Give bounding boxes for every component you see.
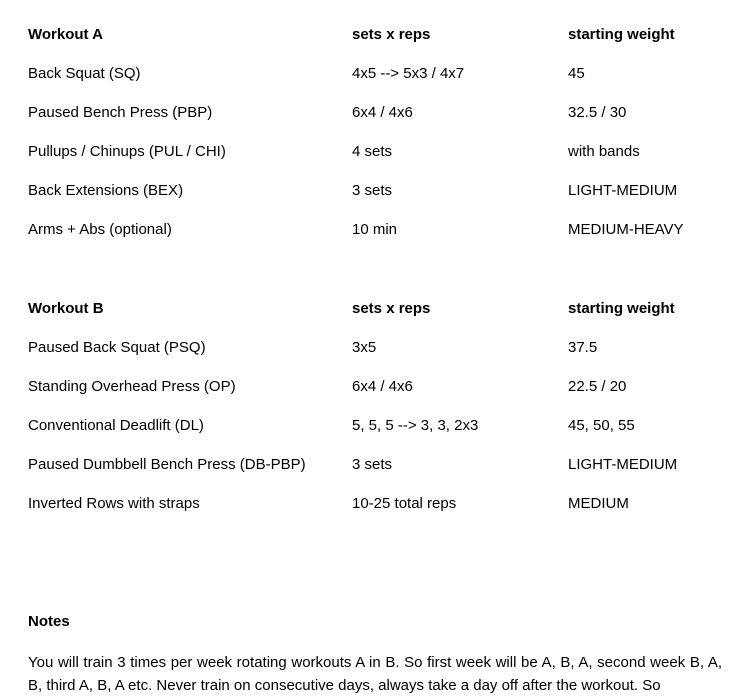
exercise-name: Pullups / Chinups (PUL / CHI) (28, 143, 226, 160)
workout-a-title: Workout A (28, 26, 103, 43)
starting-weight-heading: starting weight (568, 26, 675, 43)
exercise-name: Back Extensions (BEX) (28, 182, 184, 199)
workout-a-header (28, 25, 728, 45)
exercise-name: Paused Dumbbell Bench Press (DB-PBP) (28, 456, 306, 473)
exercise-weight: MEDIUM-HEAVY (568, 221, 684, 238)
exercise-sets: 6x4 / 4x6 (352, 378, 413, 395)
exercise-row (28, 416, 728, 436)
exercise-weight: MEDIUM (568, 495, 629, 512)
exercise-row (28, 455, 728, 475)
exercise-sets: 3 sets (352, 182, 393, 199)
exercise-row (28, 142, 728, 162)
exercise-row (28, 64, 728, 84)
exercise-row (28, 377, 728, 397)
exercise-weight: LIGHT-MEDIUM (568, 182, 678, 199)
exercise-sets: 10 min (352, 221, 398, 238)
exercise-sets: 5, 5, 5 --> 3, 3, 2x3 (352, 417, 479, 434)
exercise-name: Standing Overhead Press (OP) (28, 378, 236, 395)
exercise-weight: with bands (568, 143, 640, 160)
exercise-sets: 4x5 --> 5x3 / 4x7 (352, 65, 465, 82)
sets-reps-heading: sets x reps (352, 26, 431, 43)
workout-b-header (28, 299, 728, 319)
exercise-weight: 45 (568, 65, 585, 82)
exercise-weight: 22.5 / 20 (568, 378, 627, 395)
exercise-sets: 6x4 / 4x6 (352, 104, 413, 121)
exercise-weight: 32.5 / 30 (568, 104, 627, 121)
notes-paragraph: You will train 3 times per week rotating workouts A in B. So first week will be A, B, A, second week B, A, B, third A, B, A etc. Never train on consecutive days, always take a day off after the workout. So (28, 654, 722, 694)
exercise-name: Back Squat (SQ) (28, 65, 141, 82)
exercise-weight: 37.5 (568, 339, 598, 356)
exercise-name: Conventional Deadlift (DL) (28, 417, 204, 434)
exercise-row (28, 494, 728, 514)
exercise-row (28, 181, 728, 201)
exercise-row (28, 220, 728, 240)
exercise-row (28, 338, 728, 358)
notes-heading: Notes (28, 613, 70, 630)
exercise-sets: 10-25 total reps (352, 495, 457, 512)
sets-reps-heading: sets x reps (352, 300, 431, 317)
exercise-row (28, 103, 728, 123)
exercise-name: Inverted Rows with straps (28, 495, 200, 512)
exercise-sets: 4 sets (352, 143, 393, 160)
exercise-name: Paused Bench Press (PBP) (28, 104, 213, 121)
exercise-weight: LIGHT-MEDIUM (568, 456, 678, 473)
exercise-name: Paused Back Squat (PSQ) (28, 339, 206, 356)
exercise-sets: 3 sets (352, 456, 393, 473)
exercise-sets: 3x5 (352, 339, 377, 356)
starting-weight-heading: starting weight (568, 300, 675, 317)
workout-b-title: Workout B (28, 300, 104, 317)
exercise-name: Arms + Abs (optional) (28, 221, 172, 238)
exercise-weight: 45, 50, 55 (568, 417, 635, 434)
